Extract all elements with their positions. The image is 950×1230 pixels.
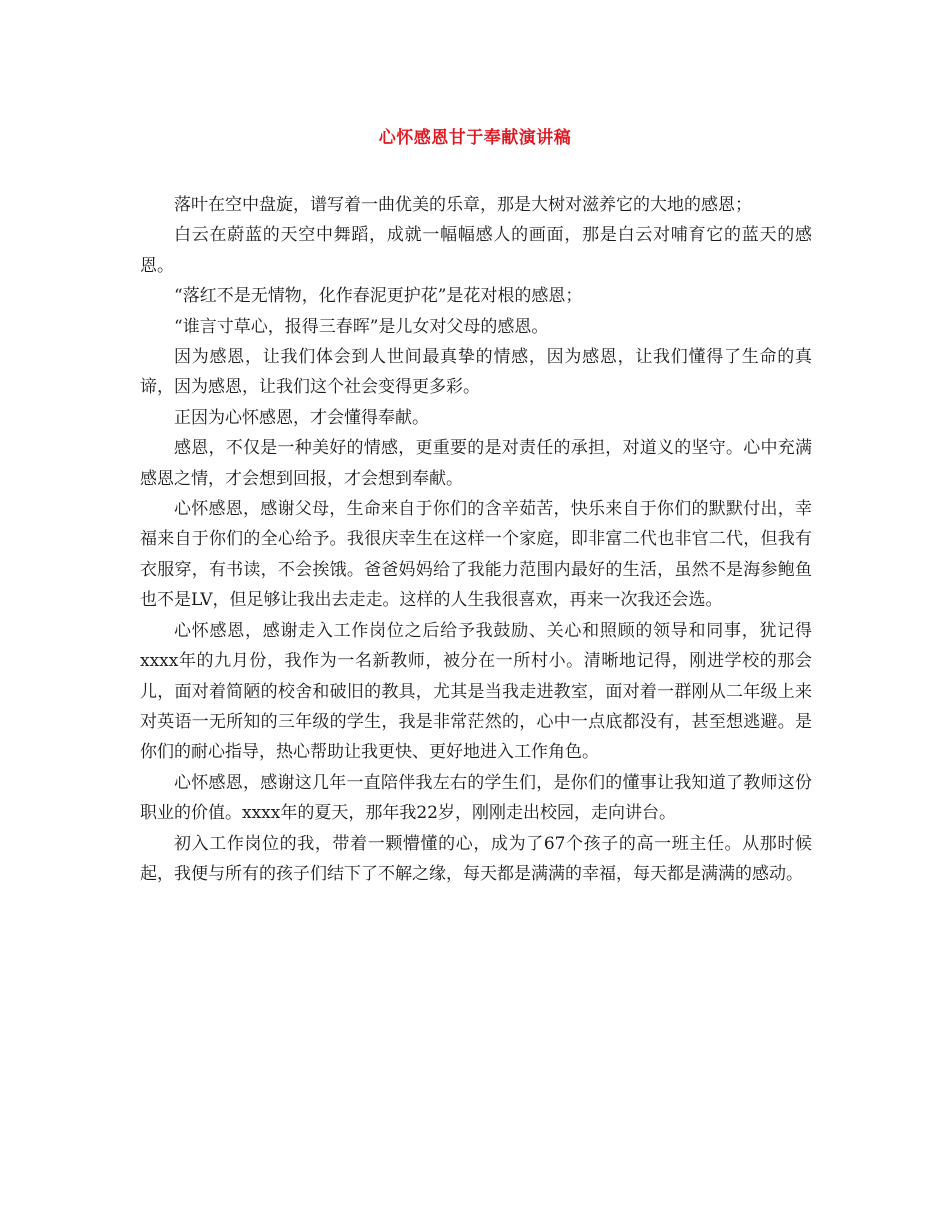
- paragraph: 正因为心怀感恩，才会懂得奉献。: [174, 407, 429, 428]
- paragraph: 初入工作岗位的我，带着一颗懵懂的心，成为了67个孩子的高一班主任。从那时候起，我便与所有的孩子们结下了不解之缘，每天都是满满的幸福，每天都是满满的感动。: [140, 833, 812, 884]
- paragraph: “谁言寸草心，报得三春晖”是儿女对父母的感恩。: [174, 316, 549, 337]
- paragraph: 心怀感恩，感谢这几年一直陪伴我左右的学生们，是你们的懂事让我知道了教师这份职业的价值。xxxx年的夏天，那年我22岁，刚刚走出校园，走向讲台。: [140, 772, 812, 824]
- paragraph: 心怀感恩，感谢父母，生命来自于你们的含辛茹苦，快乐来自于你们的默默付出，幸福来自于你们的全心给予。我很庆幸生在这样一个家庭，即非富二代也非官二代，但我有衣服穿，有书读，不会挨饿。爸爸妈妈给了我能力范围内最好的生活，虽然不是海参鲍鱼也不是LV，但足够让我出去走走。这样的人生我很喜欢，再来一次我还会选。: [140, 499, 812, 611]
- document-body: [140, 190, 812, 889]
- paragraph: 因为感恩，让我们体会到人世间最真挚的情感，因为感恩，让我们懂得了生命的真谛，因为感恩，让我们这个社会变得更多彩。: [140, 347, 812, 398]
- paragraph: 感恩，不仅是一种美好的情感，更重要的是对责任的承担，对道义的坚守。心中充满感恩之情，才会想到回报，才会想到奉献。: [140, 438, 812, 489]
- paragraph: 落叶在空中盘旋，谱写着一曲优美的乐章，那是大树对滋养它的大地的感恩；: [174, 195, 752, 215]
- document-title: 心怀感恩甘于奉献演讲稿: [378, 128, 572, 148]
- paragraph: “落红不是无情物，化作春泥更护花”是花对根的感恩；: [174, 286, 583, 307]
- paragraph: 白云在蔚蓝的天空中舞蹈，成就一幅幅感人的画面，那是白云对哺育它的蓝天的感恩。: [140, 225, 812, 276]
- paragraph: 心怀感恩，感谢走入工作岗位之后给予我鼓励、关心和照顾的领导和同事，犹记得xxxx年的九月份，我作为一名新教师，被分在一所村小。清晰地记得，刚进学校的那会儿，面对着简陋的校舍和破旧的教具，尤其是当我走进教室，面对着一群刚从二年级上来对英语一无所知的三年级的学生，我是非常茫然的，心中一点底都没有，甚至想逃避。是你们的耐心指导，热心帮助让我更快、更好地进入工作角色。: [140, 620, 812, 763]
